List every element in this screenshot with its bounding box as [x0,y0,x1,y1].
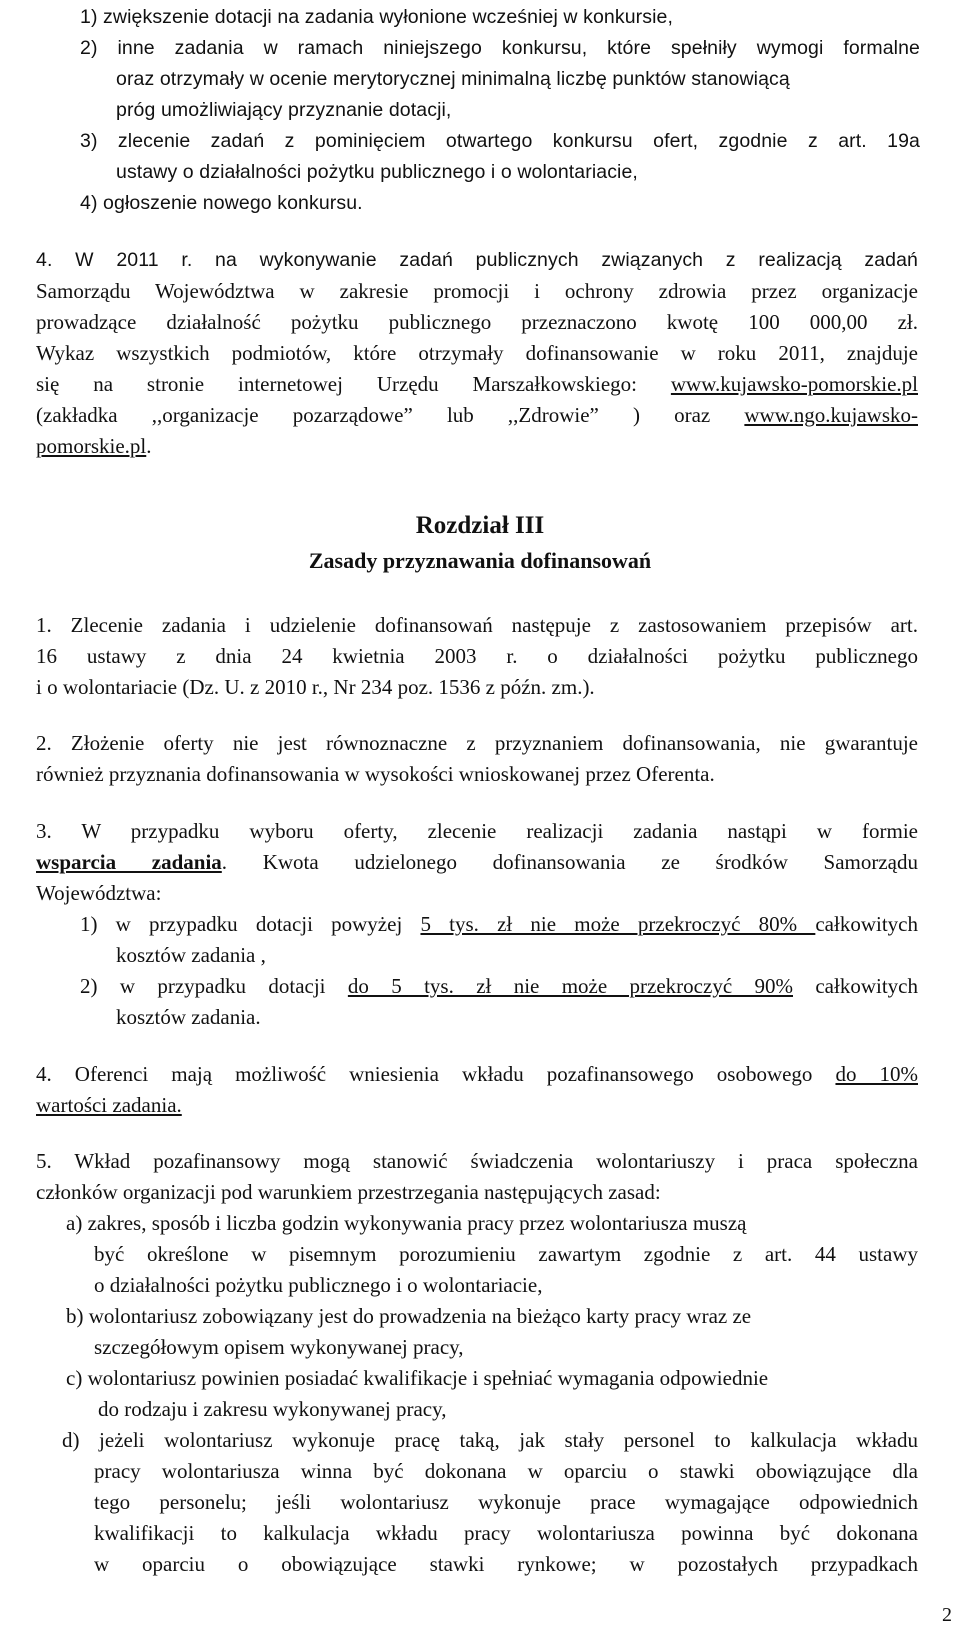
list-item-2-line-3: próg umożliwiający przyznanie dotacji, [116,99,452,121]
point4-line-1: 4. W 2011 r. na wykonywanie zadań publicznych związanych z realizacją zadań [36,249,918,271]
sec5-a-line-3: o działalności pożytku publicznego i o wolontariacie, [94,1273,543,1297]
sec1-line-2: 16 ustawy z dnia 24 kwietnia 2003 r. o działalności pożytku publicznego [36,644,918,668]
sec1-line-3: i o wolontariacie (Dz. U. z 2010 r., Nr 234 poz. 1536 z późn. zm.). [36,675,595,699]
point4-line-4: Wykaz wszystkich podmiotów, które otrzymały dofinansowanie w roku 2011, znajduje [36,341,918,365]
sec3-item-2: 2) w przypadku dotacji do 5 tys. zł nie może przekroczyć 90% całkowitych [80,974,918,998]
chapter-title: Rozdział III [415,512,545,539]
sec3-line-3: Województwa: [36,881,162,905]
sec5-d-line-5: w oparciu o obowiązujące stawki rynkowe; w pozostałych przypadkach [94,1552,918,1576]
sec4-line-2: wartości zadania. [36,1093,182,1117]
sec1-line-1: 1. Zlecenie zadania i udzielenie dofinansowań następuje z zastosowaniem przepisów art. [36,613,918,637]
sec5-b-line-1: b) wolontariusz zobowiązany jest do prowadzenia na bieżąco karty pracy wraz ze [66,1304,752,1328]
point4-line-5: się na stronie internetowej Urzędu Marszałkowskiego: www.kujawsko-pomorskie.pl [36,372,918,396]
sec5-a-line-2: być określone w pisemnym porozumieniu zawartym zgodnie z art. 44 ustawy [94,1242,918,1266]
sec5-line-2: członków organizacji pod warunkiem przestrzegania następujących zasad: [36,1180,661,1204]
sec5-a-line-1: a) zakres, sposób i liczba godzin wykonywania pracy przez wolontariusza muszą [66,1211,747,1235]
sec3-item-2-line-2: kosztów zadania. [116,1005,261,1029]
chapter-subtitle: Zasady przyznawania dofinansowań [308,548,652,573]
sec2-line-2: również przyznania dofinansowania w wysokości wnioskowanej przez Oferenta. [36,762,715,786]
point4-line-7: pomorskie.pl. [36,434,152,458]
sec3-item-1: 1) w przypadku dotacji powyżej 5 tys. zł nie może przekroczyć 80% całkowitych [80,912,918,936]
kujawsko-pomorskie-link[interactable]: www.kujawsko-pomorskie.pl [670,372,918,396]
list-item-1: 1) zwiększenie dotacji na zadania wyłonione wcześniej w konkursie, [80,6,673,28]
sec5-d-line-4: kwalifikacji to kalkulacja wkładu pracy wolontariusza powinna być dokonana [94,1521,918,1545]
list-item-2-line-1: 2) inne zadania w ramach niniejszego konkursu, które spełniły wymogi formalne [80,37,920,59]
point4-line-3: prowadzące działalność pożytku publicznego przeznaczono kwotę 100 000,00 zł. [36,310,918,334]
sec2-line-1: 2. Złożenie oferty nie jest równoznaczne z przyznaniem dofinansowania, nie gwarantuje [36,731,918,755]
point4-line-6: (zakładka ,,organizacje pozarządowe” lub ,,Zdrowie” ) oraz www.ngo.kujawsko- [36,403,918,427]
ngo-link-continued[interactable]: pomorskie.pl [36,434,147,458]
sec5-c-line-2: do rodzaju i zakresu wykonywanej pracy, [98,1397,447,1421]
sec4-line-1: 4. Oferenci mają możliwość wniesienia wkładu pozafinansowego osobowego do 10% [36,1062,918,1086]
wsparcia-zadania: wsparcia zadania [36,850,222,874]
list-item-3-line-1: 3) zlecenie zadań z pominięciem otwartego konkursu ofert, zgodnie z art. 19a [80,130,920,152]
sec5-c-line-1: c) wolontariusz powinien posiadać kwalifikacje i spełniać wymagania odpowiednie [66,1366,769,1390]
sec5-line-1: 5. Wkład pozafinansowy mogą stanowić świadczenia wolontariuszy i praca społeczna [36,1149,918,1173]
sec3-line-1: 3. W przypadku wyboru oferty, zlecenie realizacji zadania nastąpi w formie [36,819,918,843]
sec5-d-line-2: pracy wolontariusza winna być dokonana w oparciu o stawki obowiązujące dla [94,1459,918,1483]
list-item-2-line-2: oraz otrzymały w ocenie merytorycznej minimalną liczbę punktów stanowiącą [116,68,790,90]
sec5-b-line-2: szczegółowym opisem wykonywanej pracy, [94,1335,464,1359]
sec5-d-line-3: tego personelu; jeśli wolontariusz wykonuje prace wymagające odpowiednich [94,1490,918,1514]
point4-line-2: Samorządu Województwa w zakresie promocji i ochrony zdrowia przez organizacje [36,279,918,303]
sec5-d-line-1: d) jeżeli wolontariusz wykonuje pracę taką, jak stały personel to kalkulacja wkładu [62,1428,918,1452]
list-item-4: 4) ogłoszenie nowego konkursu. [80,192,363,214]
page-number: 2 [942,1604,952,1626]
ngo-link[interactable]: www.ngo.kujawsko- [744,403,918,427]
sec3-item-1-line-2: kosztów zadania , [116,943,266,967]
list-item-3-line-2: ustawy o działalności pożytku publicznego i o wolontariacie, [116,161,638,183]
sec3-line-2: wsparcia zadania. Kwota udzielonego dofinansowania ze środków Samorządu [36,850,918,874]
